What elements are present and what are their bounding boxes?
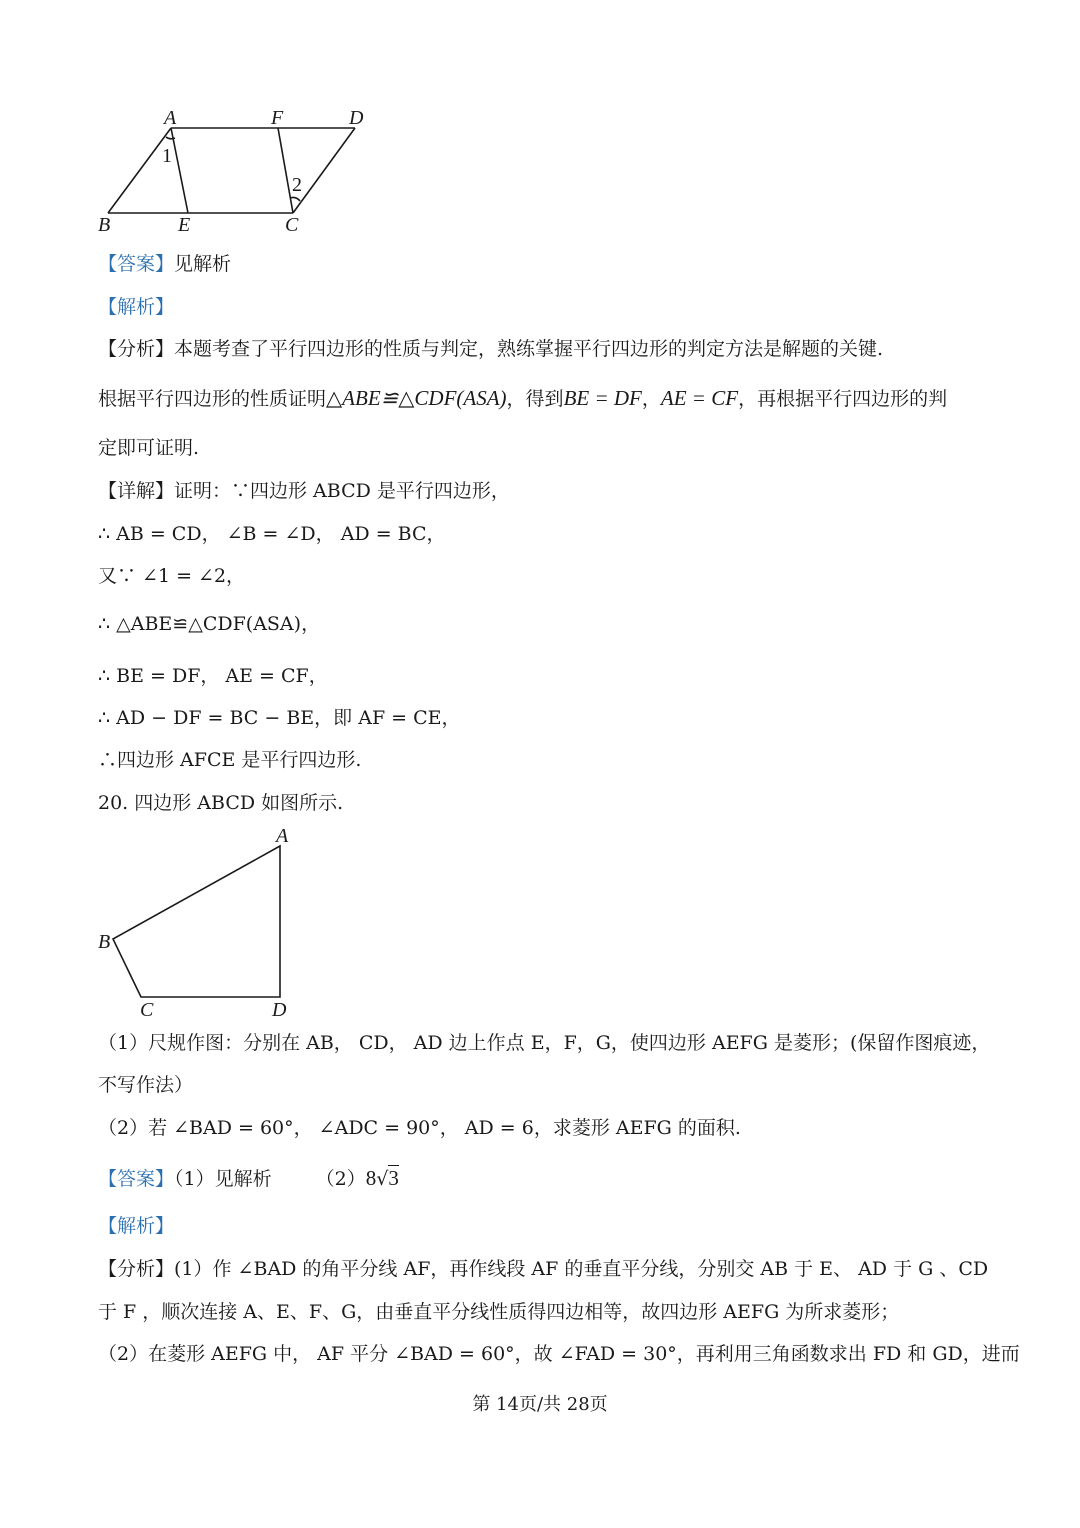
proof-line-7: ∴四边形 AFCE 是平行四边形. [98, 749, 362, 771]
answer-20-part2-label: （2） [315, 1168, 366, 1190]
analysis-line2-eq2: AE = CF [660, 386, 739, 410]
analysis-20-line-2: 于 F ，顺次连接 A、E、F、G，由垂直平分线性质得四边相等，故四边形 AEFG 为所求菱形； [98, 1301, 900, 1323]
analysis-20-line-1 [98, 1254, 988, 1284]
quadrilateral-figure [90, 822, 310, 1022]
quadrilateral-abcd [113, 846, 280, 997]
analysis-line2-eq1: BE = DF [563, 386, 642, 410]
answer-line [98, 249, 231, 279]
sqrt-sign: √ [376, 1168, 389, 1190]
proof-line-4: ∴ △ABE≌△CDF(ASA)， [98, 613, 321, 635]
answer-20-part2-coef: 8 [365, 1166, 377, 1190]
proof-line-5: ∴ BE = DF， AE = CF， [98, 665, 328, 687]
label-e: E [178, 214, 191, 236]
label-c: C [285, 214, 299, 236]
proof-line-3: 又∵ ∠1 = ∠2， [98, 565, 246, 587]
analysis-20-tag: 【解析】 [98, 1215, 175, 1237]
label-f: F [271, 107, 284, 129]
label-d: D [349, 107, 364, 129]
answer-20-part2-radicand: 3 [388, 1166, 399, 1190]
segment-fc [278, 128, 293, 213]
analysis-line-3: 定即可证明. [98, 437, 200, 459]
part2-line: （2）若 ∠BAD = 60°， ∠ADC = 90°， AD = 6，求菱形 AEFG 的面积. [98, 1117, 741, 1139]
analysis-text: 本题考查了平行四边形的性质与判定，熟练掌握平行四边形的判定方法是解题的关键. [174, 338, 884, 360]
label-b: B [98, 931, 111, 953]
label-d: D [272, 999, 287, 1021]
analysis-line2-congruence: △ABE≌△CDF(ASA) [326, 386, 507, 410]
proof-line-1: 证明：∵四边形 ABCD 是平行四边形， [174, 480, 510, 502]
analysis-tag: 【解析】 [98, 296, 175, 318]
segment-dc [293, 128, 355, 213]
analysis-20-heading [98, 1211, 174, 1241]
analysis-20-tag2: 【分析】 [98, 1258, 175, 1280]
part1-line-2: 不写作法） [98, 1074, 194, 1096]
label-c: C [140, 999, 154, 1021]
analysis-line-1 [98, 334, 883, 364]
detail-tag: 【详解】 [98, 480, 175, 502]
answer-text: 见解析 [174, 253, 232, 275]
answer-tag: 【答案】 [98, 253, 175, 275]
segment-ae [171, 128, 188, 213]
label-angle-1: 1 [162, 145, 172, 167]
parallelogram-figure [90, 100, 390, 240]
answer-20-line [98, 1163, 399, 1194]
analysis-20-line-3: （2）在菱形 AEFG 中， AF 平分 ∠BAD = 60°，故 ∠FAD = 30°，再利用三角函数求出 FD 和 GD，进而 [98, 1343, 1020, 1365]
label-angle-2: 2 [292, 174, 302, 196]
answer-20-part1: （1）见解析 [174, 1168, 272, 1190]
label-a: A [276, 825, 289, 847]
part1-line-1: （1）尺规作图：分别在 AB， CD， AD 边上作点 E，F，G，使四边形 AEFG 是菱形；(保留作图痕迹， [98, 1032, 991, 1054]
analysis-line2-sep: ， [641, 388, 661, 410]
proof-line-2: ∴ AB = CD， ∠B = ∠D， AD = BC， [98, 523, 446, 545]
analysis-20-text-1: (1）作 ∠BAD 的角平分线 AF，再作线段 AF 的垂直平分线，分别交 AB 于 E、 AD 于 G 、CD [174, 1258, 989, 1280]
analysis-line2-mid: ，得到 [506, 388, 564, 410]
analysis-tag-fenxi: 【分析】 [98, 338, 175, 360]
analysis-line-2 [98, 383, 947, 414]
answer-20-tag: 【答案】 [98, 1168, 175, 1190]
page-footer: 第 14页/共 28页 [472, 1394, 608, 1415]
analysis-heading [98, 292, 174, 322]
analysis-line2-pre: 根据平行四边形的性质证明 [98, 388, 327, 410]
proof-line-6: ∴ AD − DF = BC − BE，即 AF = CE， [98, 707, 461, 729]
detail-line-1 [98, 476, 510, 506]
segment-ab [108, 128, 171, 213]
question-20-title: 20. 四边形 ABCD 如图所示. [98, 792, 344, 814]
label-b: B [98, 214, 111, 236]
analysis-line2-post: ，再根据平行四边形的判 [738, 388, 948, 410]
label-a: A [164, 107, 177, 129]
